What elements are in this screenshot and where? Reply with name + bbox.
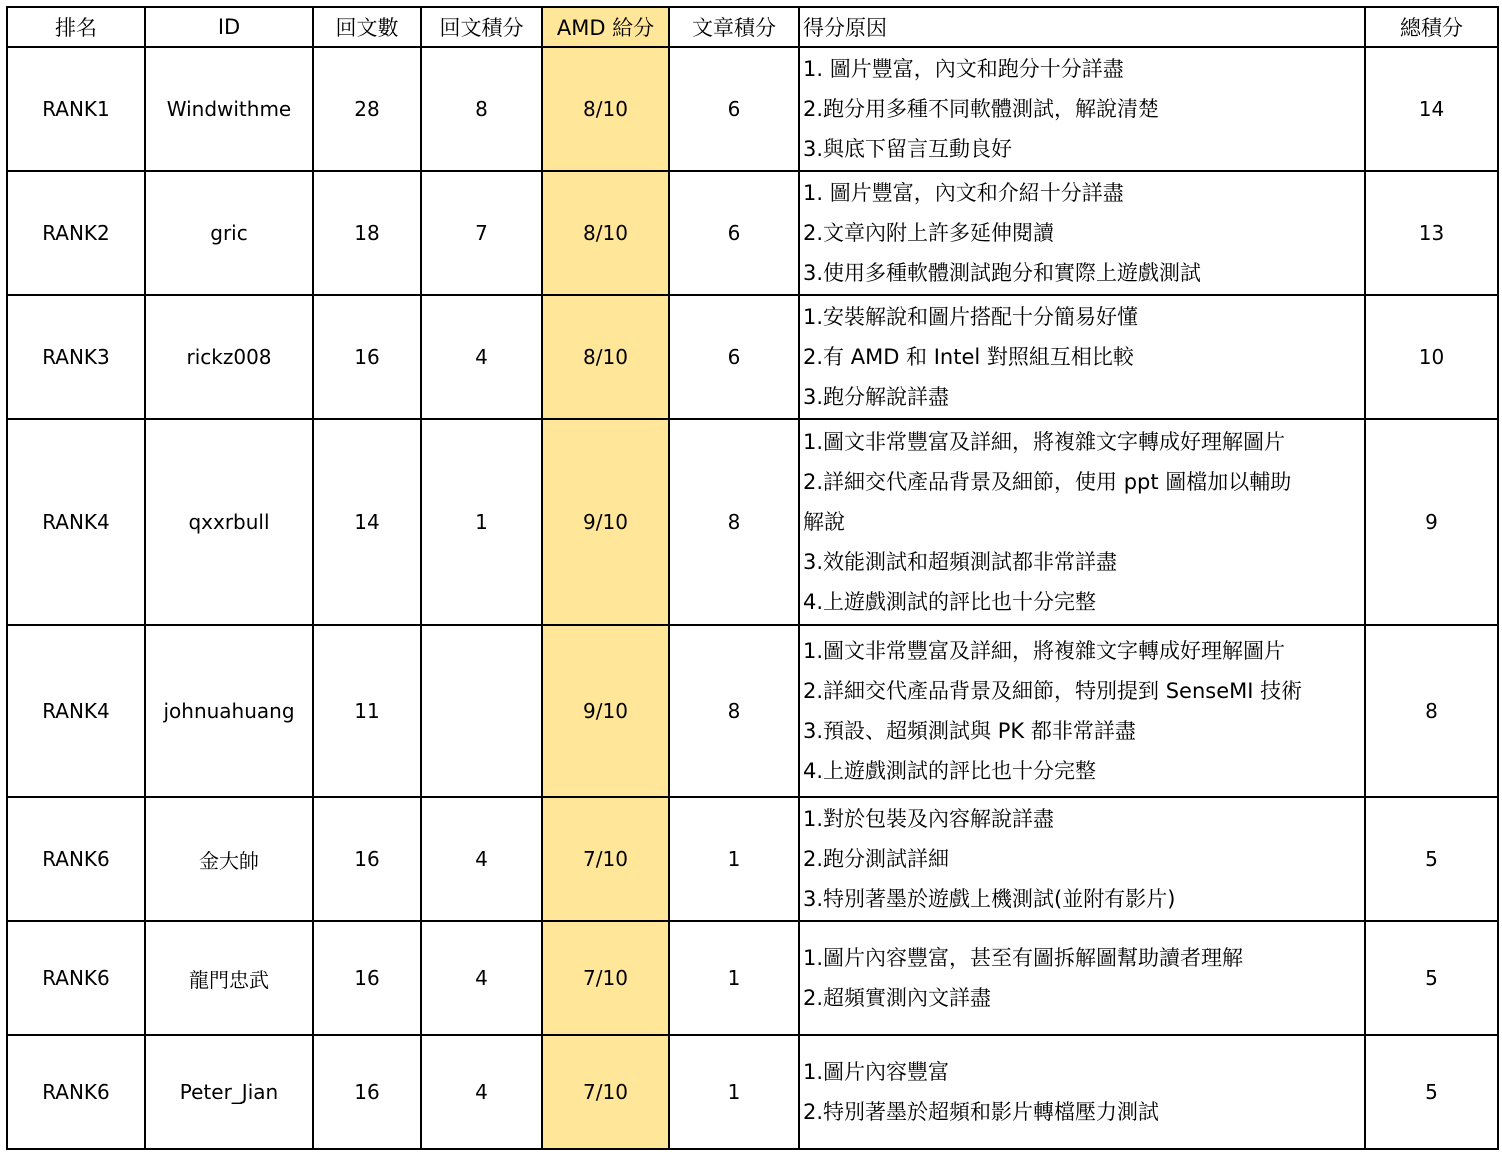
- reason-line: 解說: [803, 510, 845, 534]
- table-row: [7, 295, 1498, 419]
- article-points-cell: 1: [669, 797, 799, 921]
- reason-line: 4.上遊戲測試的評比也十分完整: [803, 590, 1097, 614]
- reason-cell: [799, 921, 1365, 1035]
- replies-cell: 18: [313, 171, 421, 295]
- reason-line: 1.圖片內容豐富，甚至有圖拆解圖幫助讀者理解: [803, 946, 1244, 970]
- table-row: [7, 171, 1498, 295]
- header-rank: 排名: [7, 7, 145, 47]
- reason-line: 2.詳細交代產品背景及細節，特別提到 SenseMI 技術: [803, 679, 1303, 703]
- rank-cell: RANK3: [7, 295, 145, 419]
- reply-points-cell: 1: [421, 419, 542, 625]
- user-id-cell: 龍門忠武: [145, 921, 313, 1035]
- reason-line: 1.對於包裝及內容解說詳盡: [803, 807, 1055, 831]
- article-points-cell: 1: [669, 1035, 799, 1149]
- replies-cell: 14: [313, 419, 421, 625]
- reason-cell: [799, 295, 1365, 419]
- reason-line: 2.詳細交代產品背景及細節，使用 ppt 圖檔加以輔助: [803, 470, 1292, 494]
- rank-cell: RANK6: [7, 1035, 145, 1149]
- table-row: [7, 1035, 1498, 1149]
- table-row: [7, 797, 1498, 921]
- reason-line: 2.跑分用多種不同軟體測試，解說清楚: [803, 97, 1160, 121]
- reason-cell: [799, 1035, 1365, 1149]
- header-reply-points: 回文積分: [421, 7, 542, 47]
- total-cell: 5: [1365, 1035, 1498, 1149]
- reason-line: 1. 圖片豐富，內文和跑分十分詳盡: [803, 57, 1124, 81]
- header-row: [7, 7, 1498, 47]
- reply-points-cell: 4: [421, 921, 542, 1035]
- reason-line: 2.有 AMD 和 Intel 對照組互相比較: [803, 345, 1134, 369]
- replies-cell: 16: [313, 295, 421, 419]
- reply-points-cell: 7: [421, 171, 542, 295]
- user-id-cell: rickz008: [145, 295, 313, 419]
- replies-cell: 28: [313, 47, 421, 171]
- total-cell: 10: [1365, 295, 1498, 419]
- reason-line: 3.特別著墨於遊戲上機測試(並附有影片): [803, 887, 1176, 911]
- reply-points-cell: [421, 625, 542, 797]
- total-cell: 13: [1365, 171, 1498, 295]
- amd-score-cell: 9/10: [542, 625, 669, 797]
- reason-line: 3.使用多種軟體測試跑分和實際上遊戲測試: [803, 261, 1202, 285]
- reason-line: 1.圖片內容豐富: [803, 1060, 950, 1084]
- user-id-cell: Windwithme: [145, 47, 313, 171]
- header-amd-score: AMD 給分: [542, 7, 669, 47]
- reason-cell: [799, 171, 1365, 295]
- reason-cell: [799, 419, 1365, 625]
- user-id-cell: gric: [145, 171, 313, 295]
- article-points-cell: 1: [669, 921, 799, 1035]
- table-row: [7, 47, 1498, 171]
- reason-cell: [799, 47, 1365, 171]
- reason-cell: [799, 797, 1365, 921]
- reason-line: 1.圖文非常豐富及詳細，將複雜文字轉成好理解圖片: [803, 639, 1286, 663]
- table-row: [7, 921, 1498, 1035]
- header-total: 總積分: [1365, 7, 1498, 47]
- reason-line: 3.效能測試和超頻測試都非常詳盡: [803, 550, 1118, 574]
- reason-line: 1.安裝解說和圖片搭配十分簡易好懂: [803, 305, 1139, 329]
- reason-line: 2.超頻實測內文詳盡: [803, 986, 992, 1010]
- replies-cell: 16: [313, 1035, 421, 1149]
- rank-cell: RANK4: [7, 419, 145, 625]
- article-points-cell: 6: [669, 47, 799, 171]
- header-replies: 回文數: [313, 7, 421, 47]
- reason-line: 1. 圖片豐富，內文和介紹十分詳盡: [803, 181, 1124, 205]
- table-row: [7, 625, 1498, 797]
- reason-line: 2.特別著墨於超頻和影片轉檔壓力測試: [803, 1100, 1160, 1124]
- total-cell: 9: [1365, 419, 1498, 625]
- rank-cell: RANK2: [7, 171, 145, 295]
- article-points-cell: 8: [669, 419, 799, 625]
- reason-line: 1.圖文非常豐富及詳細，將複雜文字轉成好理解圖片: [803, 430, 1286, 454]
- header-id: ID: [145, 7, 313, 47]
- table-body: [7, 47, 1498, 1149]
- reason-line: 2.跑分測試詳細: [803, 847, 950, 871]
- article-points-cell: 6: [669, 295, 799, 419]
- ranking-table: [6, 6, 1499, 1150]
- total-cell: 5: [1365, 797, 1498, 921]
- amd-score-cell: 7/10: [542, 797, 669, 921]
- reply-points-cell: 4: [421, 295, 542, 419]
- user-id-cell: johnuahuang: [145, 625, 313, 797]
- total-cell: 14: [1365, 47, 1498, 171]
- replies-cell: 16: [313, 921, 421, 1035]
- rank-cell: RANK4: [7, 625, 145, 797]
- total-cell: 5: [1365, 921, 1498, 1035]
- user-id-cell: qxxrbull: [145, 419, 313, 625]
- article-points-cell: 6: [669, 171, 799, 295]
- reason-line: 2.文章內附上許多延伸閱讀: [803, 221, 1055, 245]
- amd-score-cell: 9/10: [542, 419, 669, 625]
- rank-cell: RANK6: [7, 797, 145, 921]
- reason-line: 3.預設、超頻測試與 PK 都非常詳盡: [803, 719, 1136, 743]
- amd-score-cell: 8/10: [542, 171, 669, 295]
- amd-score-cell: 7/10: [542, 921, 669, 1035]
- reason-line: 3.跑分解說詳盡: [803, 385, 950, 409]
- reason-line: 3.與底下留言互動良好: [803, 137, 1013, 161]
- replies-cell: 16: [313, 797, 421, 921]
- header-reason: 得分原因: [799, 7, 1365, 47]
- user-id-cell: 金大帥: [145, 797, 313, 921]
- header-article-points: 文章積分: [669, 7, 799, 47]
- table-row: [7, 419, 1498, 625]
- article-points-cell: 8: [669, 625, 799, 797]
- rank-cell: RANK6: [7, 921, 145, 1035]
- replies-cell: 11: [313, 625, 421, 797]
- reply-points-cell: 4: [421, 1035, 542, 1149]
- reply-points-cell: 4: [421, 797, 542, 921]
- reply-points-cell: 8: [421, 47, 542, 171]
- amd-score-cell: 8/10: [542, 47, 669, 171]
- reason-cell: [799, 625, 1365, 797]
- amd-score-cell: 8/10: [542, 295, 669, 419]
- total-cell: 8: [1365, 625, 1498, 797]
- rank-cell: RANK1: [7, 47, 145, 171]
- amd-score-cell: 7/10: [542, 1035, 669, 1149]
- user-id-cell: Peter_Jian: [145, 1035, 313, 1149]
- reason-line: 4.上遊戲測試的評比也十分完整: [803, 759, 1097, 783]
